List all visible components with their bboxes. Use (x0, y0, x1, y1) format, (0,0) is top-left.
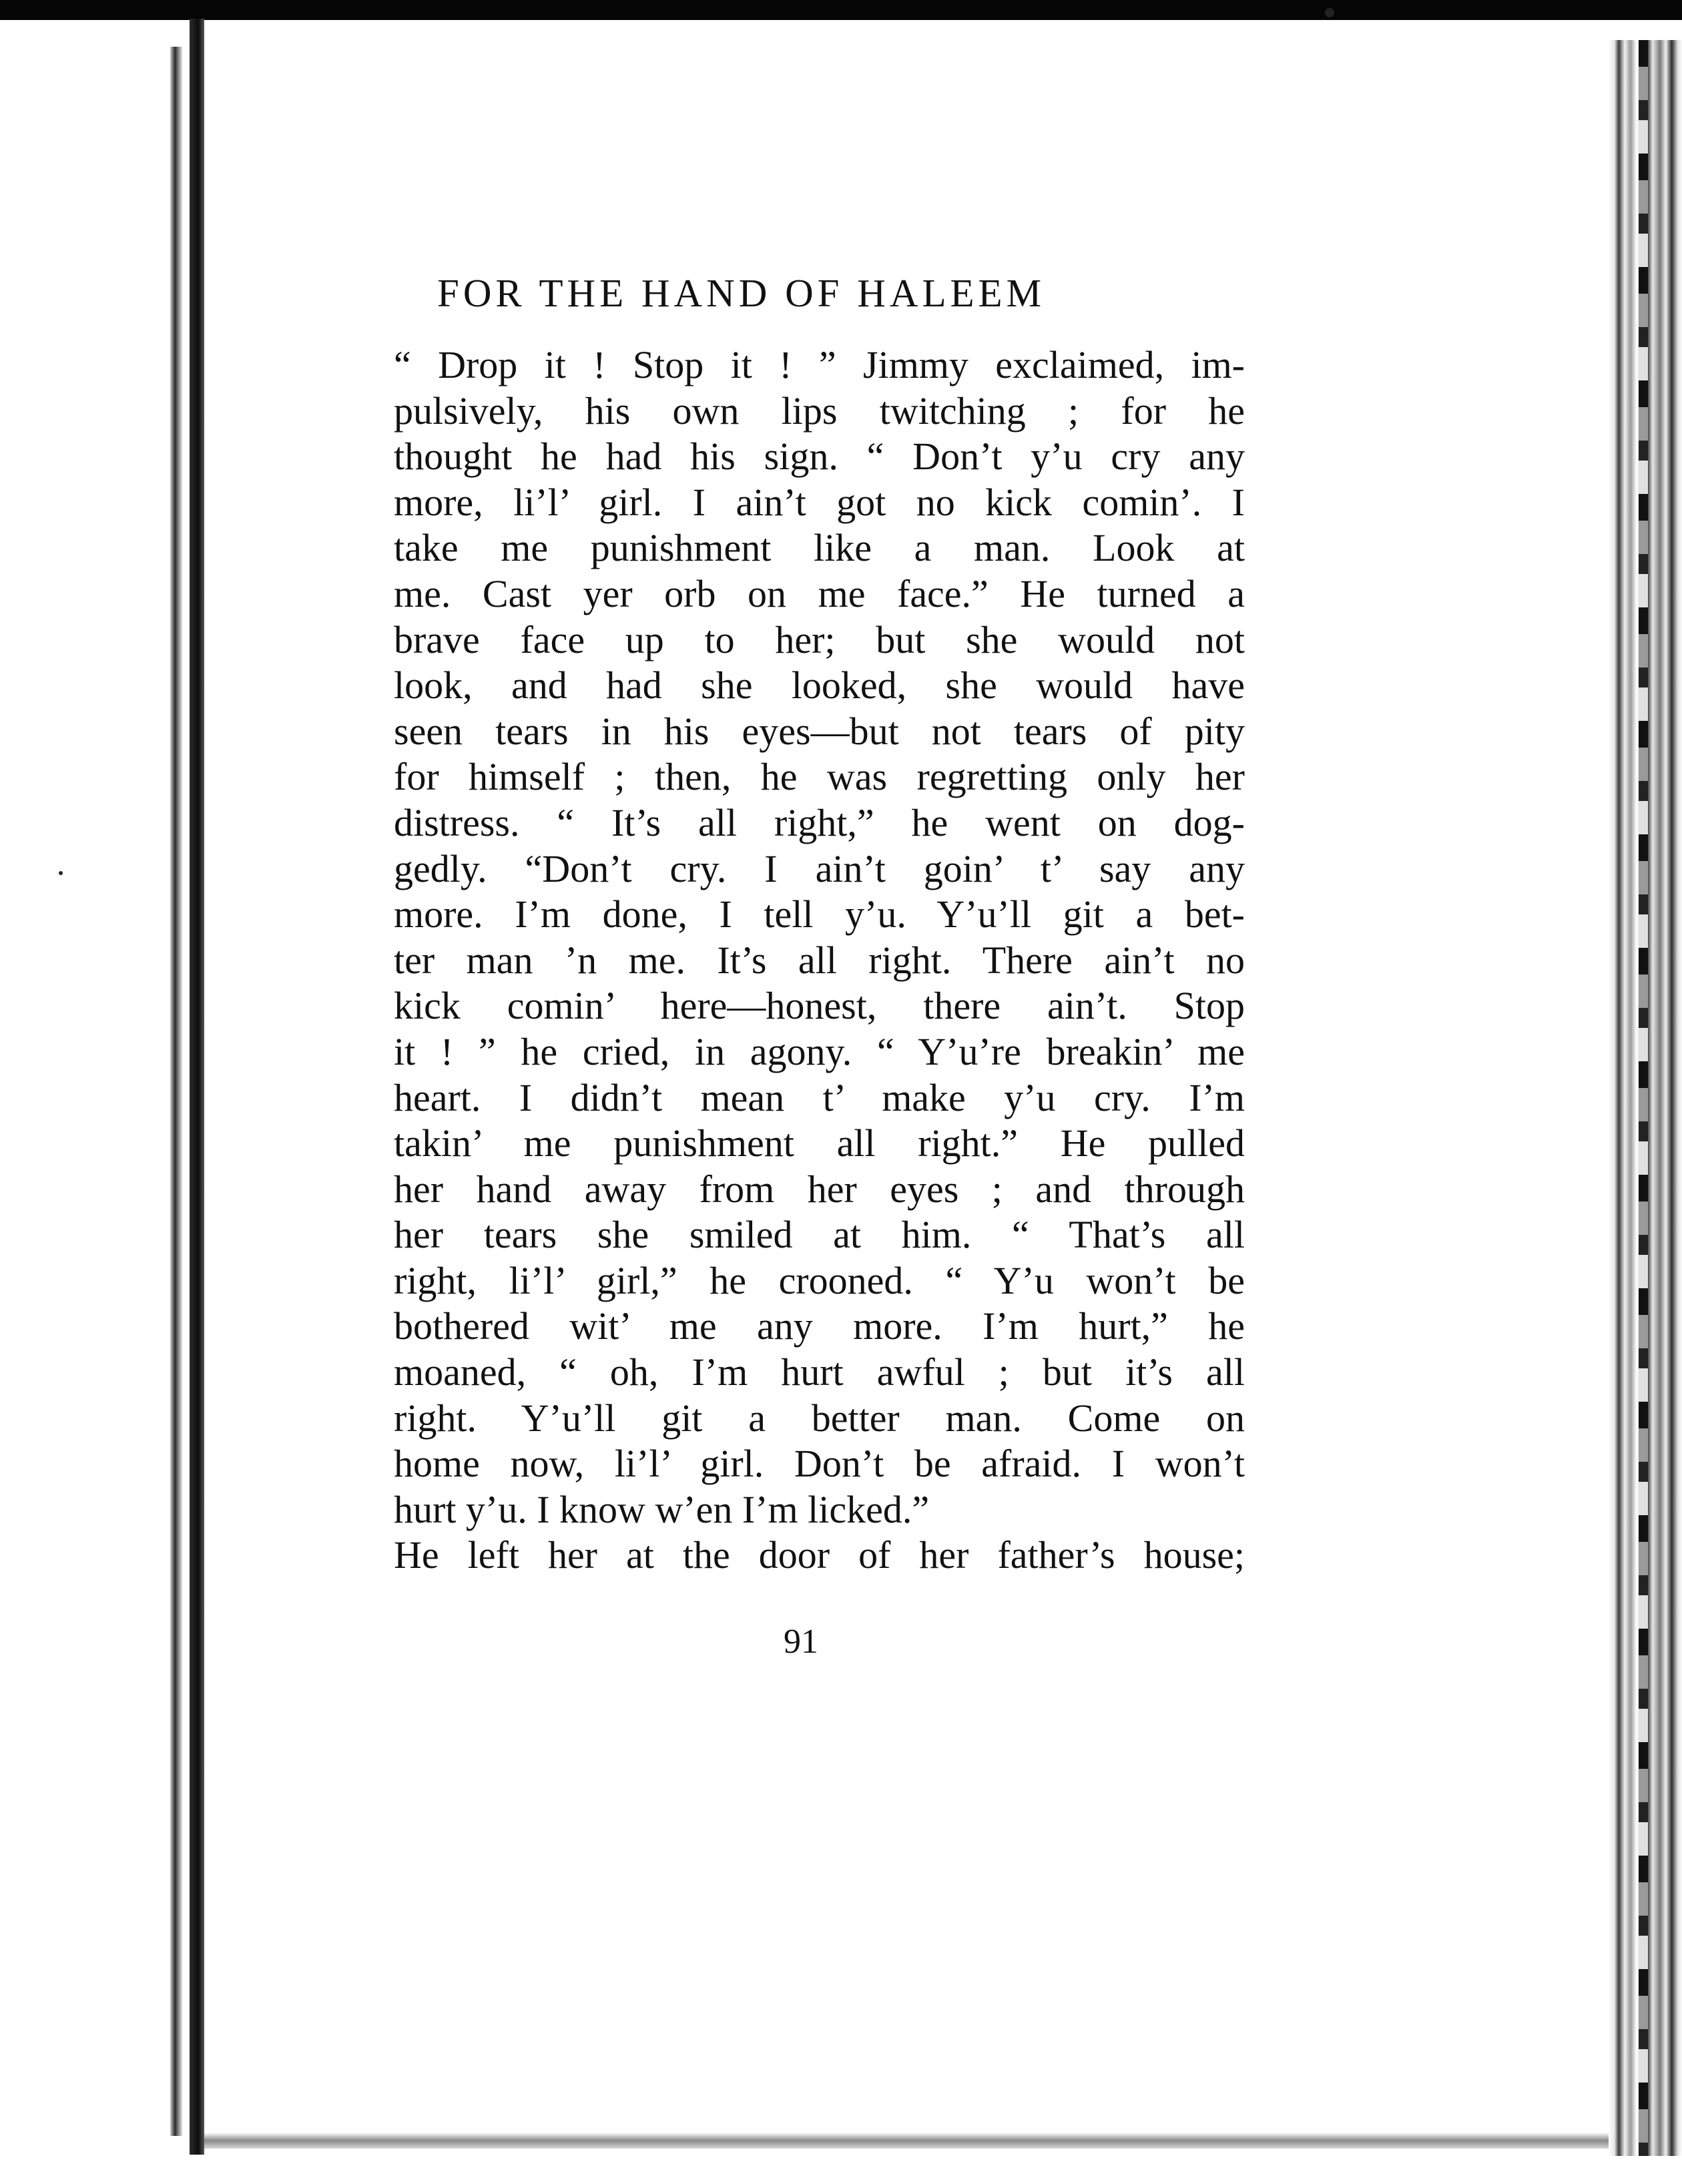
text-line: right, li’l’ girl,” he crooned. “ Y’u won’t be (394, 1258, 1245, 1302)
text-line: moaned, “ oh, I’m hurt awful ; but it’s all (394, 1350, 1245, 1394)
text-line: right. Y’u’ll git a better man. Come on (394, 1396, 1245, 1440)
text-line: distress. “ It’s all right,” he went on dog- (394, 800, 1245, 844)
left-page-edge (170, 47, 182, 2136)
text-line: He left her at the door of her father’s house; (394, 1533, 1245, 1577)
page-fore-edge-tear (1639, 40, 1648, 2156)
text-line: for himself ; then, he was regretting only her (394, 755, 1245, 799)
text-line: thought he had his sign. “ Don’t y’u cry any (394, 435, 1245, 479)
speck-mark (59, 871, 63, 875)
text-line: look, and had she looked, she would have (394, 663, 1245, 708)
text-line: seen tears in his eyes—but not tears of pity (394, 709, 1245, 753)
text-line: pulsively, his own lips twitching ; for he (394, 388, 1245, 433)
running-head: FOR THE HAND OF HALEEM (437, 271, 1046, 315)
text-line: kick comin’ here—honest, there ain’t. Stop (394, 984, 1245, 1028)
left-page (0, 20, 197, 2156)
text-line: her tears she smiled at him. “ That’s all (394, 1213, 1245, 1257)
scan-top-border (0, 0, 1682, 20)
text-line: me. Cast yer orb on me face.” He turned a (394, 571, 1245, 615)
text-line: ter man ’n me. It’s all right. There ain’t no (394, 938, 1245, 982)
text-line: home now, li’l’ girl. Don’t be afraid. I won’t (394, 1442, 1245, 1486)
book-gutter (190, 19, 204, 2155)
page-bottom-shadow (204, 2133, 1613, 2149)
text-line: more. I’m done, I tell y’u. Y’u’ll git a bet- (394, 892, 1245, 936)
text-line: “ Drop it ! Stop it ! ” Jimmy exclaimed, im- (394, 343, 1245, 386)
text-line: her hand away from her eyes ; and through (394, 1167, 1245, 1211)
text-line: heart. I didn’t mean t’ make y’u cry. I’m (394, 1075, 1245, 1119)
text-line: gedly. “Don’t cry. I ain’t goin’ t’ say any (394, 846, 1245, 890)
text-line: takin’ me punishment all right.” He pulled (394, 1121, 1245, 1165)
text-line: take me punishment like a man. Look at (394, 526, 1245, 570)
text-line: bothered wit’ me any more. I’m hurt,” he (394, 1304, 1245, 1348)
text-line: it ! ” he cried, in agony. “ Y’u’re breakin’ me (394, 1029, 1245, 1073)
speck-mark (1325, 8, 1334, 17)
body-text (394, 342, 1245, 1579)
text-line: more, li’l’ girl. I ain’t got no kick comin’. I (394, 480, 1245, 524)
page-number: 91 (784, 1623, 818, 1661)
text-line: brave face up to her; but she would not (394, 617, 1245, 661)
text-line: hurt y’u. I know w’en I’m licked.” (394, 1487, 930, 1531)
